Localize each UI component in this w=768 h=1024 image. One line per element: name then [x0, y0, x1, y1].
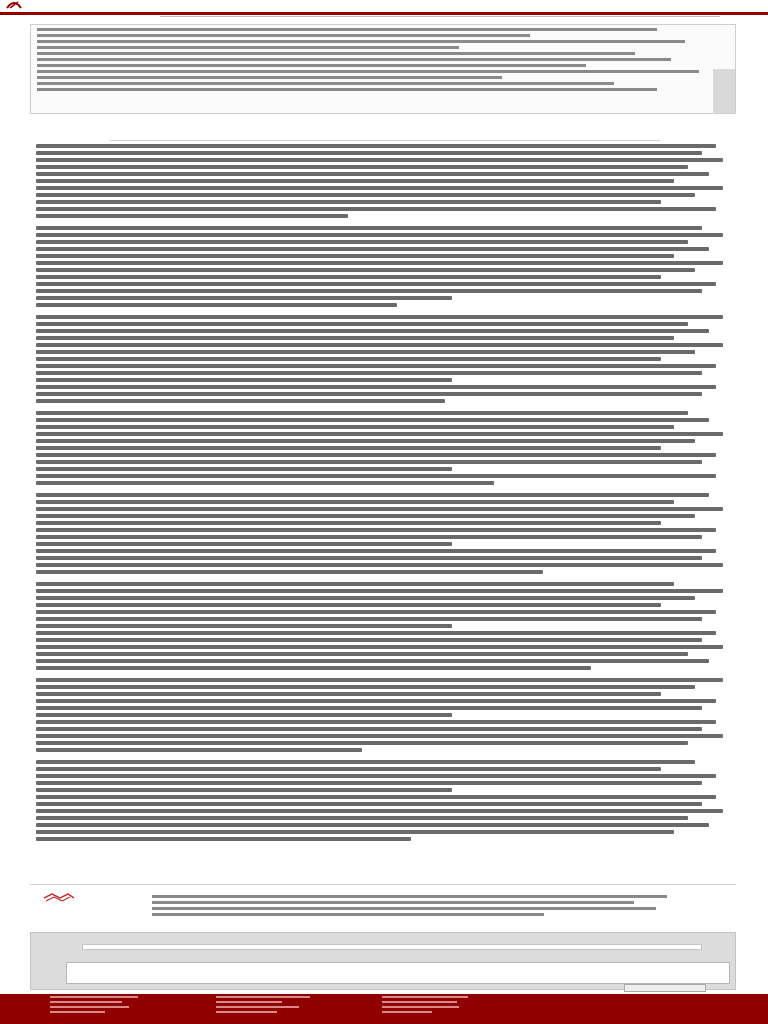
body-paragraph [36, 493, 730, 574]
work-author[interactable] [0, 130, 768, 138]
footer-column[interactable] [50, 996, 160, 1022]
logo-icon[interactable] [6, 0, 22, 10]
site-footer [0, 994, 768, 1024]
work-meta-box [30, 24, 736, 114]
site-header [0, 0, 768, 15]
comment-submit-button[interactable] [624, 984, 706, 992]
body-paragraph [36, 678, 730, 752]
body-paragraph [36, 315, 730, 403]
comment-prompt [80, 936, 700, 944]
meta-scrollbar[interactable] [713, 69, 735, 114]
work-title [0, 114, 768, 130]
body-paragraph [36, 582, 730, 670]
comment-name-field[interactable] [82, 944, 702, 950]
work-body [36, 144, 730, 884]
kudos-heart-icon[interactable] [40, 892, 78, 904]
footer-column[interactable] [216, 996, 326, 1022]
chapter-divider [110, 140, 660, 141]
work-actions-bar[interactable] [160, 16, 720, 23]
body-paragraph [36, 144, 730, 218]
body-paragraph [36, 226, 730, 307]
comment-textarea[interactable] [66, 962, 730, 984]
body-paragraph [36, 411, 730, 485]
kudos-list [152, 892, 712, 928]
footer-column[interactable] [382, 996, 492, 1022]
body-paragraph [36, 760, 730, 841]
